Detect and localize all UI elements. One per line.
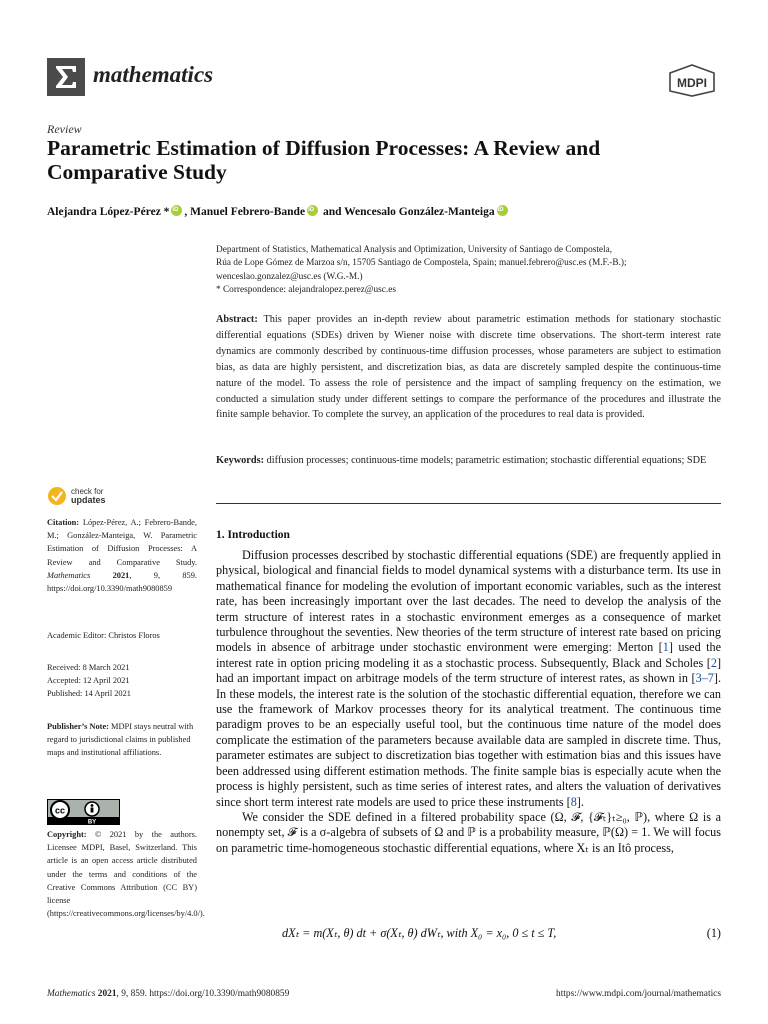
published-date: Published: 14 April 2021: [47, 689, 131, 699]
affiliation-line: Rúa de Lope Gómez de Marzoa s/n, 15705 Santiago de Compostela, Spain; manuel.febrero@usc.es (M.F.-B.);: [216, 258, 627, 269]
copyright-label: Copyright:: [47, 830, 87, 839]
publisher-note-label: Publisher’s Note:: [47, 722, 109, 731]
accepted-date: Accepted: 12 April 2021: [47, 676, 130, 686]
paragraph-text: ].: [576, 794, 584, 809]
divider: [216, 503, 721, 504]
citation-text: López-Pérez, A.; Febrero-Bande, M.; González-Manteiga, W. Parametric Estimation of Diffusion Processes: A Review and Comparative Study.: [47, 518, 197, 567]
citation-link[interactable]: 2: [710, 655, 717, 670]
author-1[interactable]: Alejandra López-Pérez *: [47, 206, 170, 218]
correspondence: * Correspondence: alejandralopez.perez@usc.es: [216, 285, 396, 296]
citation-link[interactable]: 3–7: [695, 671, 714, 686]
equation-body: dXₜ = m(Xₜ, θ) dt + σ(Xₜ, θ) dWₜ, with X₀ = x₀, 0 ≤ t ≤ T,: [282, 926, 557, 940]
paragraph: [216, 548, 721, 810]
updates-label: updates: [71, 495, 106, 505]
mdpi-logo: [666, 63, 718, 97]
check-updates-icon: [47, 486, 67, 506]
footer-journal-url[interactable]: https://www.mdpi.com/journal/mathematics: [556, 989, 721, 999]
academic-editor: Academic Editor: Christos Floros: [47, 631, 160, 640]
affiliation-line: wenceslao.gonzalez@usc.es (W.G.-M.): [216, 271, 363, 282]
body-text: [216, 548, 721, 856]
keywords-label: Keywords:: [216, 455, 265, 466]
check-for-updates[interactable]: [47, 486, 106, 506]
citation-link[interactable]: 1: [662, 640, 669, 655]
dates: [47, 661, 197, 701]
citation-link[interactable]: 8: [570, 794, 577, 809]
author-2[interactable]: , Manuel Febrero-Bande: [184, 206, 306, 218]
citation: [47, 516, 197, 595]
mdpi-logo-text: MDPI: [677, 76, 707, 90]
paragraph-text: Diffusion processes described by stochastic differential equations (SDE) are frequently applied in physical, biological and financial fields to model dynamical systems with a disturbance term. Its use in mathematical finance for modeling the evolution of important economic variables, such as the interest rate, has been increasingly important over the last decades. The need to develop the analysis of the term structure of interest rates in a stochastic environment emerges as a consequence of market turbulence throughout the seventies. New theories of the term structure of interest rate based on pricing models in absence of arbitrage under stochastic environment were emerging: Merton [: [216, 548, 721, 655]
journal-name: mathematics: [93, 62, 214, 87]
paragraph-text: We consider the SDE defined in a filtered probability space (Ω, 𝓕, {𝓕ₜ}ₜ≥₀, ℙ), where Ω is a nonempty set, 𝓕 is a σ-algebra of subsets of Ω and ℙ is a probability measure, ℙ(Ω) = 1. We will focus on parametric time-homogeneous stochastic differential equations, where Xₜ is an Itô process,: [216, 809, 721, 855]
paragraph-text: ] used the interest rate in option pricing modeling it as a stochastic process. Subsequently, Black and Scholes [: [216, 640, 721, 670]
journal-logo: [47, 58, 85, 96]
cc-icon: cc: [54, 805, 66, 816]
article-type: Review: [47, 122, 82, 136]
paper-title: Parametric Estimation of Diffusion Processes: A Review and Comparative Study: [47, 136, 601, 184]
paragraph-text: ]. In these models, the interest rate is the solution of the stochastic differential equation, therefore we can use the framework of Markov processes theory for its analytical treatment. The continuous time paradigm proves to be an especially useful tool, but the continuous time nature of the model does complicate the estimation of the parameters because available data are sampled in discrete time. Thus, parameter estimates are subject to discretization bias together with estimation bias and this issues have been addressed using different estimation methods. The finite sample bias is especially acute when the process is highly persistent, such as time series of interest rates, and alters the valuation of derivatives since short term interest rate models are used to price these instruments [: [216, 671, 721, 809]
footer-year: 2021: [97, 989, 117, 999]
citation-doi[interactable]: , 9, 859. https://doi.org/10.3390/math9080859: [47, 570, 198, 594]
copyright-text: © 2021 by the authors. Licensee MDPI, Basel, Switzerland. This article is an open access article distributed under the terms and conditions of the Creative Commons Attribution (CC BY) license (https://creativecommons.org/licenses/by/4.0/).: [47, 830, 205, 919]
affiliation-line: Department of Statistics, Mathematical Analysis and Optimization, University of Santiago de Compostela,: [216, 245, 613, 255]
orcid-icon[interactable]: [307, 205, 318, 216]
keywords: [216, 453, 721, 469]
footer-doi[interactable]: , 9, 859. https://doi.org/10.3390/math9080859: [116, 989, 290, 999]
paragraph-text: ] had an important impact on arbitrage models of the term structure of interest rates, as shown in [: [216, 655, 721, 686]
footer-citation: [47, 989, 289, 999]
footer-journal: Mathematics: [47, 989, 96, 999]
abstract-text: This paper provides an in-depth review about parametric estimation methods for stationary stochastic differential equations (SDEs) driven by Wiener noise with discrete time observations. The short-term interest rate dynamics are commonly described by continuous-time diffusion processes, whose parameters are subject to estimation bias, as data are highly persistent, and discretization bias, as data are discretely sampled despite the continuous-time nature of the model. To assess the role of persistence and the impact of sampling frequency on the estimation, we conducted a simulation study under different settings to compare the performance of the procedures and illustrate the finite sample behavior. To complete the survey, an application of the procedures to real data is provided.: [216, 314, 721, 421]
publisher-note: [47, 720, 197, 760]
equation-number: (1): [706, 926, 721, 940]
paragraph: [216, 810, 721, 856]
check-label: check for: [71, 487, 104, 496]
author-3[interactable]: and Wencesalo González-Manteiga: [320, 206, 495, 218]
affiliation: [216, 244, 721, 298]
abstract: [216, 312, 721, 423]
citation-journal: Mathematics: [47, 570, 91, 580]
publisher-note-text: MDPI stays neutral with regard to jurisdictional claims in published maps and institutional affiliations.: [47, 722, 194, 758]
keywords-text: diffusion processes; continuous-time models; parametric estimation; stochastic differential equations; SDE: [266, 455, 707, 466]
author-list: [47, 205, 510, 218]
abstract-label: Abstract:: [216, 314, 258, 325]
received-date: Received: 8 March 2021: [47, 663, 130, 672]
orcid-icon[interactable]: [171, 205, 182, 216]
person-icon: [91, 804, 94, 807]
copyright: [47, 828, 205, 920]
sigma-icon: [52, 63, 80, 91]
license-badge: BY: [87, 819, 97, 825]
orcid-icon[interactable]: [497, 205, 508, 216]
citation-label: Citation:: [47, 518, 80, 527]
citation-year: 2021: [112, 570, 130, 580]
section-heading: 1. Introduction: [216, 529, 290, 541]
cc-by-license-icon[interactable]: [47, 799, 120, 825]
